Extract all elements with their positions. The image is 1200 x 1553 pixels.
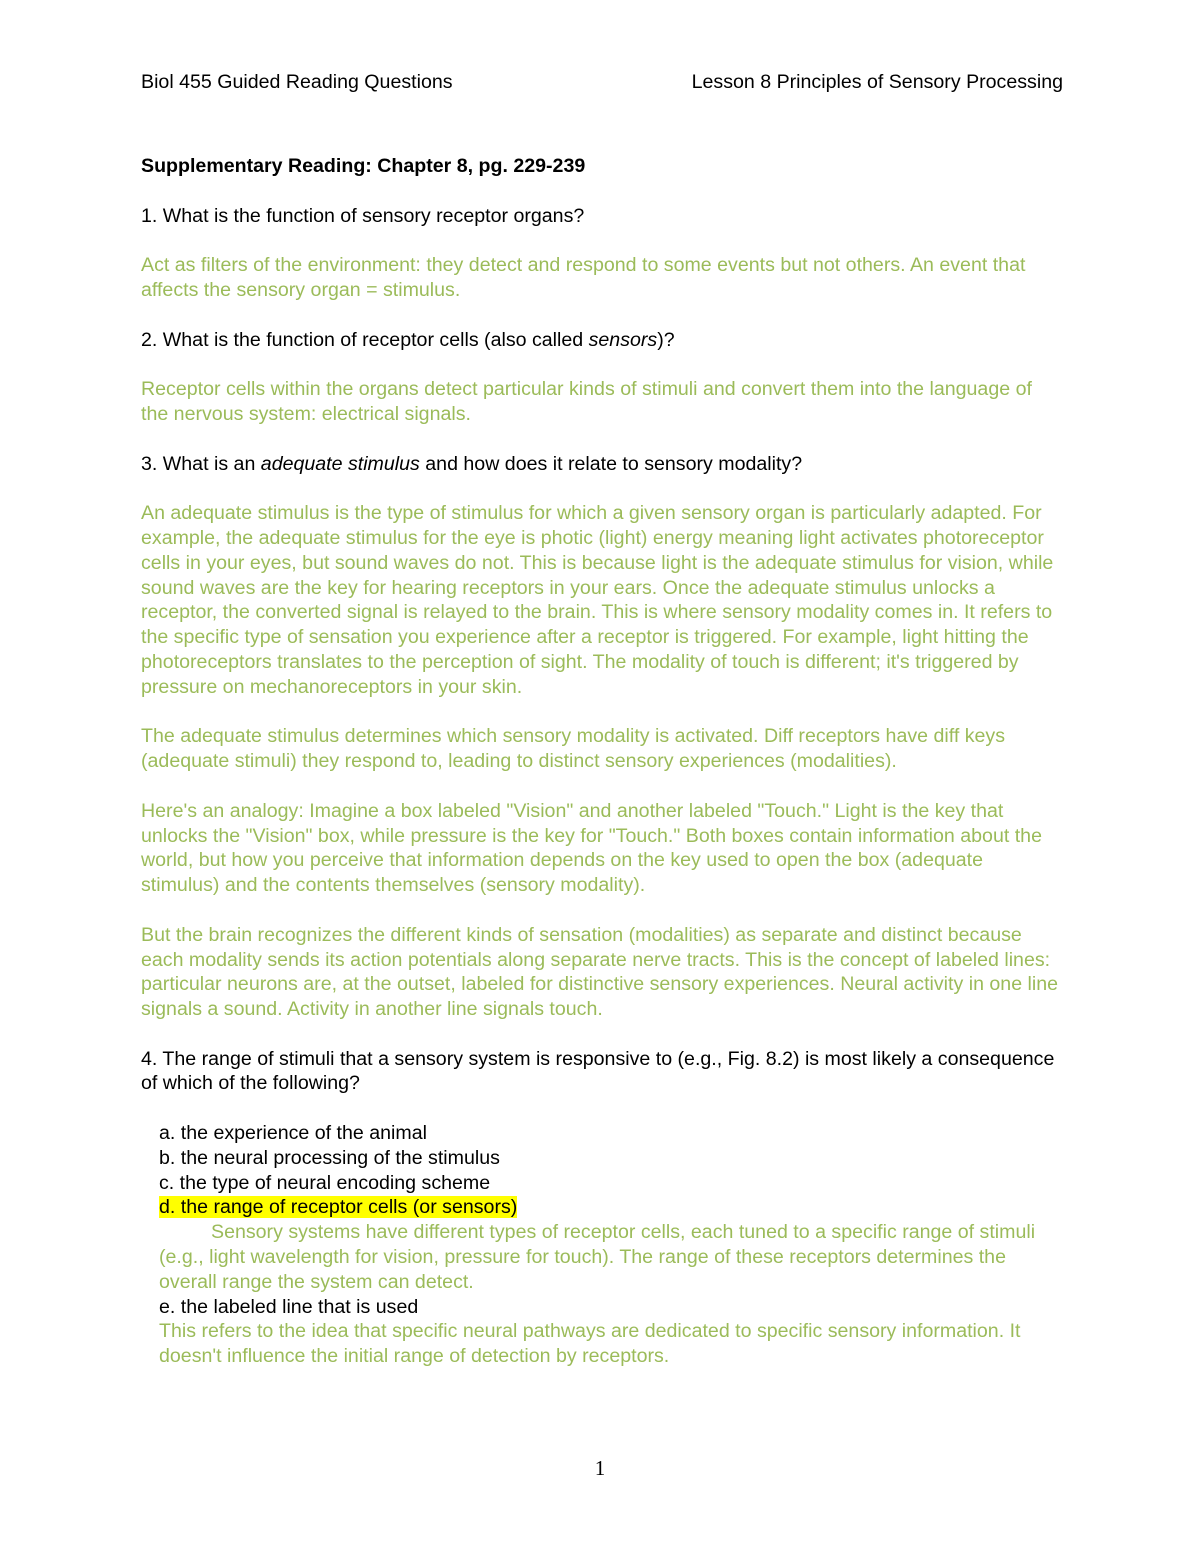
option-a: a. the experience of the animal	[159, 1122, 427, 1145]
question-2-prefix: 2. What is the function of receptor cells (also called	[141, 328, 589, 351]
answer-1: Act as filters of the environment: they detect and respond to some events but not others. An event that affects the sensory organ = stimulus.	[141, 254, 1026, 301]
option-c: c. the type of neural encoding scheme	[159, 1171, 491, 1194]
question-1: 1. What is the function of sensory receptor organs?	[141, 204, 585, 227]
answer-3-paragraph-2: The adequate stimulus determines which sensory modality is activated. Diff receptors have diff keys (adequate stimuli) they respond to, leading to distinct sensory experiences (modalities).	[141, 725, 1005, 773]
option-b: b. the neural processing of the stimulus	[159, 1146, 500, 1169]
document-page	[141, 68, 1063, 1369]
question-3-suffix: and how does it relate to sensory modality?	[419, 452, 803, 475]
option-d-explanation: Sensory systems have different types of receptor cells, each tuned to a specific range of stimuli (e.g., light wavelength for vision, pressure for touch). The range of these receptors determines the overall range the system can detect.	[159, 1221, 1036, 1293]
section-title: Supplementary Reading: Chapter 8, pg. 229-239	[141, 155, 586, 177]
page-header	[141, 68, 1063, 96]
question-3	[141, 452, 1063, 477]
question-3-term: adequate stimulus	[260, 452, 420, 475]
question-2-term: sensors	[588, 328, 658, 351]
answer-3-paragraph-1: An adequate stimulus is the type of stimulus for which a given sensory organ is particularly adapted. For example, the adequate stimulus for the eye is photic (light) energy meaning light activates photoreceptor cells in your eyes, but sound waves do not. This is because light is the adequate stimulus for vision, while sound waves are the key for hearing receptors in your ears. Once the adequate stimulus unlocks a receptor, the converted signal is relayed to the brain. This is where sensory modality comes in. It refers to the specific type of sensation you experience after a receptor is triggered. For example, light hitting the photoreceptors translates to the perception of sight. The modality of touch is different; it's triggered by pressure on mechanoreceptors in your skin.	[141, 502, 1054, 698]
question-2-suffix: )?	[657, 328, 675, 351]
question-2	[141, 328, 1063, 353]
answer-2: Receptor cells within the organs detect particular kinds of stimuli and convert them into the language of the nervous system: electrical signals.	[141, 378, 1032, 425]
question-3-prefix: 3. What is an	[141, 452, 261, 475]
option-d-highlighted: d. the range of receptor cells (or sensors)	[159, 1196, 518, 1219]
header-lesson: Lesson 8 Principles of Sensory Processing	[691, 71, 1063, 93]
header-course: Biol 455 Guided Reading Questions	[141, 71, 453, 93]
option-e: e. the labeled line that is used	[159, 1295, 419, 1318]
option-e-explanation: This refers to the idea that specific neural pathways are dedicated to specific sensory information. It doesn't influence the initial range of detection by receptors.	[159, 1320, 1021, 1368]
question-4: 4. The range of stimuli that a sensory system is responsive to (e.g., Fig. 8.2) is most likely a consequence of which of the following?	[141, 1047, 1055, 1095]
answer-3-paragraph-3: Here's an analogy: Imagine a box labeled "Vision" and another labeled "Touch." Light is the key that unlocks the "Vision" box, while pressure is the key for "Touch." Both boxes contain information about the world, but how you perceive that information depends on the key used to open the box (adequate stimulus) and the contents themselves (sensory modality).	[141, 799, 1042, 897]
option-d-line	[159, 1195, 1063, 1220]
question-4-options	[141, 1121, 1063, 1369]
page-number: 1	[594, 1456, 606, 1480]
answer-3-paragraph-4: But the brain recognizes the different kinds of sensation (modalities) as separate and distinct because each modality sends its action potentials along separate nerve tracts. This is the concept of labeled lines: particular neurons are, at the outset, labeled for distinctive sensory experiences. Neural activity in one line signals a sound. Activity in another line signals touch.	[141, 923, 1059, 1021]
